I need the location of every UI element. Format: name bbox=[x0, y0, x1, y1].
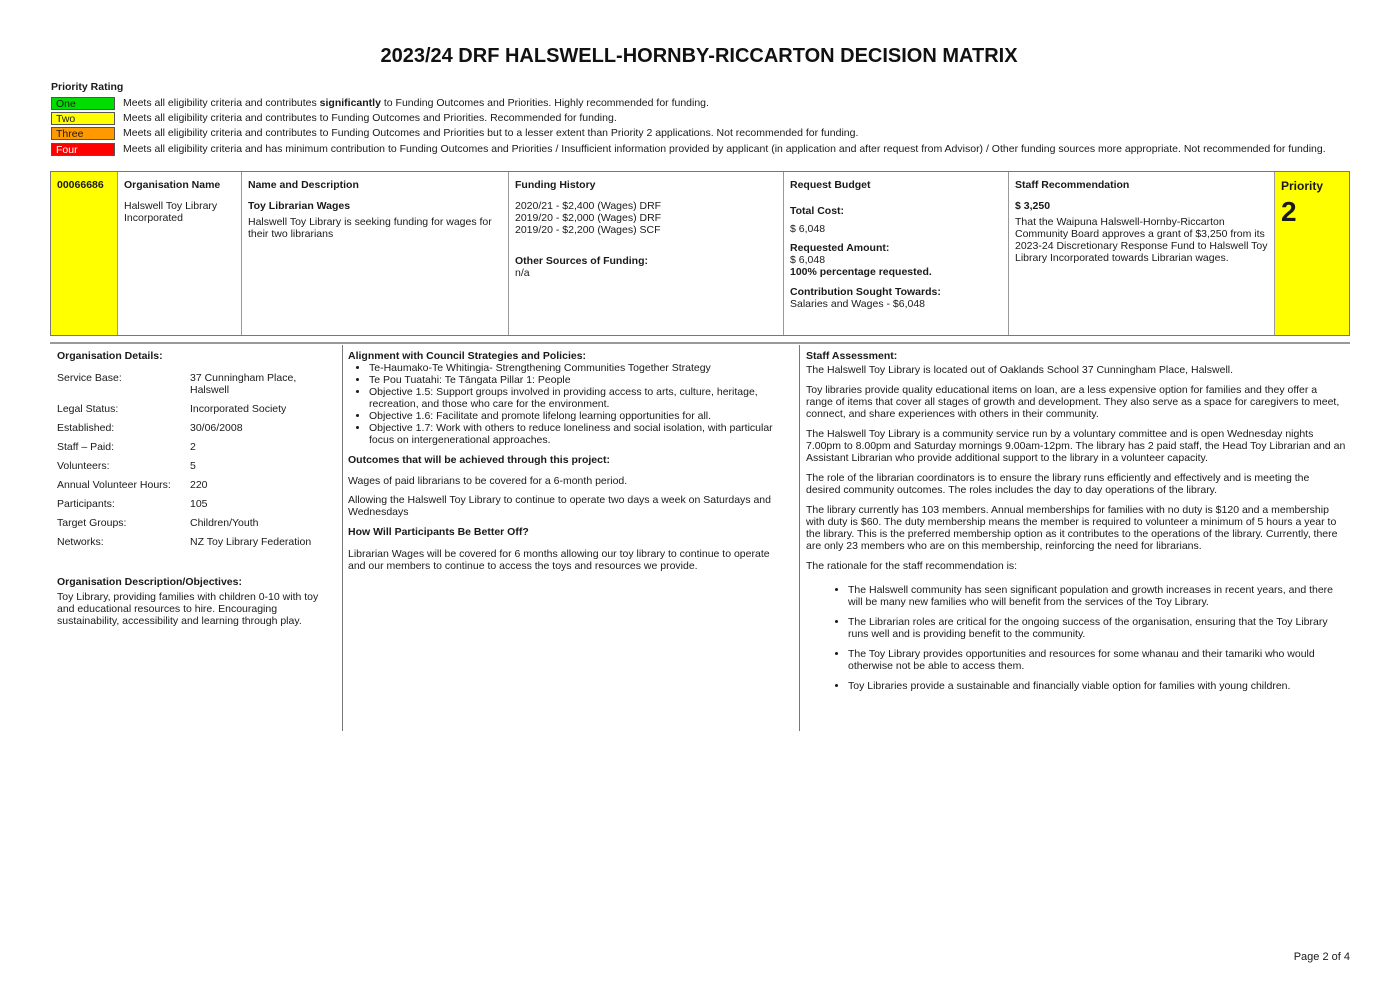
detail-value: Incorporated Society bbox=[190, 403, 287, 415]
other-sources-label: Other Sources of Funding: bbox=[515, 255, 648, 267]
project-description: Halswell Toy Library is seeking funding for wages for their two librarians bbox=[248, 216, 492, 240]
organisation-description: Toy Library, providing families with children 0-10 with toy and educational resources to hire. Encouraging sustainability, accessibility and learning through play. bbox=[57, 591, 319, 627]
rationale-list bbox=[806, 584, 1346, 692]
priority-level-label: One bbox=[51, 97, 115, 110]
priority-level-text: Meets all eligibility criteria and contributes to Funding Outcomes and Priorities. Recommended for funding. bbox=[123, 112, 617, 124]
application-table bbox=[50, 171, 1350, 336]
detail-value: Children/Youth bbox=[190, 517, 259, 529]
alignment-item: • Objective 1.7: Work with others to reduce loneliness and social isolation, with particular focus on intergenerational approaches. bbox=[369, 422, 788, 446]
requested-amount-label: Requested Amount: bbox=[790, 242, 890, 254]
priority-level-label: Four bbox=[51, 143, 115, 156]
priority-value: 2 bbox=[1281, 196, 1297, 227]
alignment-item: • Te Pou Tuatahi: Te Tāngata Pillar 1: People bbox=[369, 374, 788, 386]
detail-value: NZ Toy Library Federation bbox=[190, 536, 312, 548]
priority-level-description bbox=[123, 112, 617, 125]
organisation-name-header: Organisation Name bbox=[124, 179, 221, 191]
assessment-paragraph: The rationale for the staff recommendation is: bbox=[806, 560, 1018, 572]
detail-label: Target Groups: bbox=[57, 517, 127, 529]
project-name: Toy Librarian Wages bbox=[248, 200, 351, 212]
assessment-paragraph: Toy libraries provide quality educational items on loan, are a less expensive option for families and they offer a range of items that cover all stages of growth and development. They also serve as a space for caregivers to meet, connect, and share experiences with others in their community. bbox=[806, 384, 1340, 420]
funding-history-item: 2019/20 - $2,200 (Wages) SCF bbox=[515, 224, 661, 236]
document-title: 2023/24 DRF HALSWELL-HORNBY-RICCARTON DECISION MATRIX bbox=[380, 45, 1018, 67]
assessment-paragraph: The Halswell Toy Library is located out of Oaklands School 37 Cunningham Place, Halswell. bbox=[806, 364, 1234, 376]
detail-label: Staff – Paid: bbox=[57, 441, 115, 453]
funding-history-item: 2019/20 - $2,000 (Wages) DRF bbox=[515, 212, 662, 224]
organisation-details-list bbox=[57, 372, 332, 576]
total-cost-value: $ 6,048 bbox=[790, 223, 826, 235]
priority-level-description bbox=[123, 127, 858, 140]
priority-level-label: Three bbox=[51, 127, 115, 140]
staff-assessment-section bbox=[806, 350, 1346, 700]
alignment-list bbox=[348, 362, 788, 446]
detail-value: 37 Cunningham Place, Halswell bbox=[190, 372, 297, 396]
application-id: 00066686 bbox=[57, 179, 104, 191]
outcomes-heading: Outcomes that will be achieved through this project: bbox=[348, 454, 610, 466]
priority-level-text: Meets all eligibility criteria and has minimum contribution to Funding Outcomes and Priorities / Insufficient information provided by applicant (in application and after request from Advisor) / Other funding sources more appropriate. Not recommended for funding. bbox=[123, 143, 1326, 155]
funding-history-item: 2020/21 - $2,400 (Wages) DRF bbox=[515, 200, 662, 212]
priority-level-text: Meets all eligibility criteria and contributes to Funding Outcomes and Priorities but to a lesser extent than Priority 2 applications. Not recommended for funding. bbox=[123, 127, 859, 139]
priority-level-row bbox=[51, 143, 1351, 157]
detail-label: Annual Volunteer Hours: bbox=[57, 479, 171, 491]
funding-history-header: Funding History bbox=[515, 179, 596, 191]
detail-value: 5 bbox=[190, 460, 196, 472]
better-off-heading: How Will Participants Be Better Off? bbox=[348, 526, 529, 538]
better-off-text: Librarian Wages will be covered for 6 months allowing our toy library to continue to operate and our members to continue to access the toys and resources we provide. bbox=[348, 548, 770, 572]
percentage-requested: 100% percentage requested. bbox=[790, 266, 932, 278]
priority-level-emphasis: significantly bbox=[319, 97, 381, 109]
request-budget-header: Request Budget bbox=[790, 179, 871, 191]
detail-label: Participants: bbox=[57, 498, 115, 510]
section-divider bbox=[50, 342, 1350, 344]
outcome-item: Allowing the Halswell Toy Library to continue to operate two days a week on Saturdays and Wednesdays bbox=[348, 494, 771, 518]
name-description-cell bbox=[242, 172, 509, 335]
priority-level-row bbox=[51, 112, 1351, 126]
priority-level-text: Meets all eligibility criteria and contributes bbox=[123, 97, 320, 109]
detail-label: Volunteers: bbox=[57, 460, 110, 472]
alignment-item: • Objective 1.5: Support groups involved in providing access to arts, culture, heritage, recreation, and those who care for the environment. bbox=[369, 386, 788, 410]
funding-history-cell bbox=[509, 172, 784, 335]
priority-level-description bbox=[123, 143, 1326, 156]
assessment-paragraph: The role of the librarian coordinators is to ensure the library runs efficiently and effectively and is meeting the desired community outcomes. The roles includes the day to day operations of the library. bbox=[806, 472, 1310, 496]
requested-amount-value: $ 6,048 bbox=[790, 254, 826, 266]
assessment-paragraph: The library currently has 103 members. Annual memberships for families with no duty is $120 and a membership with duty is $60. The duty membership means the member is required to volunteer a minimum of 5 hours a year to the library. This is the preferred membership option as it contributes to the operations of the library. Currently, there are only 23 members who are on this membership, reinforcing the need for librarians. bbox=[806, 504, 1338, 552]
application-id-cell bbox=[51, 172, 118, 335]
detail-label: Networks: bbox=[57, 536, 104, 548]
assessment-paragraph: The Halswell Toy Library is a community service run by a voluntary committee and is open Wednesday nights 7.00pm to 8.00pm and Saturday mornings 9.00am-12pm. The library has 2 paid staff, the Head Toy Librarian and an Assistant Librarian who provide additional support to the library in a volunteer capacity. bbox=[806, 428, 1346, 464]
other-sources-value: n/a bbox=[515, 267, 530, 279]
staff-assessment-heading: Staff Assessment: bbox=[806, 350, 898, 362]
alignment-item: • Objective 1.6: Facilitate and promote lifelong learning opportunities for all. bbox=[369, 410, 788, 422]
organisation-details-heading: Organisation Details: bbox=[57, 350, 163, 362]
contribution-value: Salaries and Wages - $6,048 bbox=[790, 298, 926, 310]
priority-level-row bbox=[51, 97, 1351, 111]
rationale-item: • The Halswell community has seen significant population and growth increases in recent years, and there will be many new families who will benefit from the services of the Toy Library. bbox=[848, 584, 1346, 608]
detail-value: 2 bbox=[190, 441, 196, 453]
alignment-heading: Alignment with Council Strategies and Policies: bbox=[348, 350, 587, 362]
rationale-item: • The Toy Library provides opportunities and resources for some whanau and their tamariki who would otherwise not be able to access them. bbox=[848, 648, 1346, 672]
priority-level-label: Two bbox=[51, 112, 115, 125]
staff-recommendation-amount: $ 3,250 bbox=[1015, 200, 1051, 212]
alignment-item: • Te-Haumako-Te Whitingia- Strengthening Communities Together Strategy bbox=[369, 362, 788, 374]
staff-assessment-paragraphs bbox=[806, 364, 1346, 572]
detail-value: 220 bbox=[190, 479, 208, 491]
outcome-item: Wages of paid librarians to be covered for a 6-month period. bbox=[348, 475, 628, 487]
contribution-label: Contribution Sought Towards: bbox=[790, 286, 941, 298]
name-description-header: Name and Description bbox=[248, 179, 359, 191]
rationale-item: • The Librarian roles are critical for the ongoing success of the organisation, ensuring that the Toy Library runs well and is providing benefit to the community. bbox=[848, 616, 1346, 640]
column-divider bbox=[342, 345, 343, 731]
priority-header: Priority bbox=[1281, 179, 1324, 193]
organisation-name: Halswell Toy Library Incorporated bbox=[124, 200, 218, 224]
priority-rating-heading: Priority Rating bbox=[51, 81, 124, 93]
column-divider bbox=[799, 345, 800, 731]
organisation-description-heading: Organisation Description/Objectives: bbox=[57, 576, 242, 588]
staff-recommendation-text: That the Waipuna Halswell-Hornby-Riccarton Community Board approves a grant of $3,250 from its 2023-24 Discretionary Response Fund to Halswell Toy Library Incorporated towards Librarian wages. bbox=[1015, 216, 1268, 264]
staff-recommendation-cell bbox=[1009, 172, 1275, 335]
alignment-section bbox=[348, 350, 788, 579]
rationale-item: • Toy Libraries provide a sustainable and financially viable option for families with young children. bbox=[848, 680, 1346, 692]
page-number: Page 2 of 4 bbox=[1293, 951, 1350, 963]
detail-label: Established: bbox=[57, 422, 115, 434]
priority-level-text: to Funding Outcomes and Priorities. Highly recommended for funding. bbox=[380, 97, 709, 109]
priority-cell bbox=[1275, 172, 1349, 335]
total-cost-label: Total Cost: bbox=[790, 205, 845, 217]
detail-label: Legal Status: bbox=[57, 403, 119, 415]
detail-value: 105 bbox=[190, 498, 208, 510]
organisation-details-section bbox=[57, 350, 332, 627]
detail-value: 30/06/2008 bbox=[190, 422, 243, 434]
staff-recommendation-header: Staff Recommendation bbox=[1015, 179, 1130, 191]
priority-level-row bbox=[51, 127, 1351, 141]
priority-level-description bbox=[123, 97, 709, 110]
detail-label: Service Base: bbox=[57, 372, 122, 384]
organisation-name-cell bbox=[118, 172, 242, 335]
request-budget-cell bbox=[784, 172, 1009, 335]
